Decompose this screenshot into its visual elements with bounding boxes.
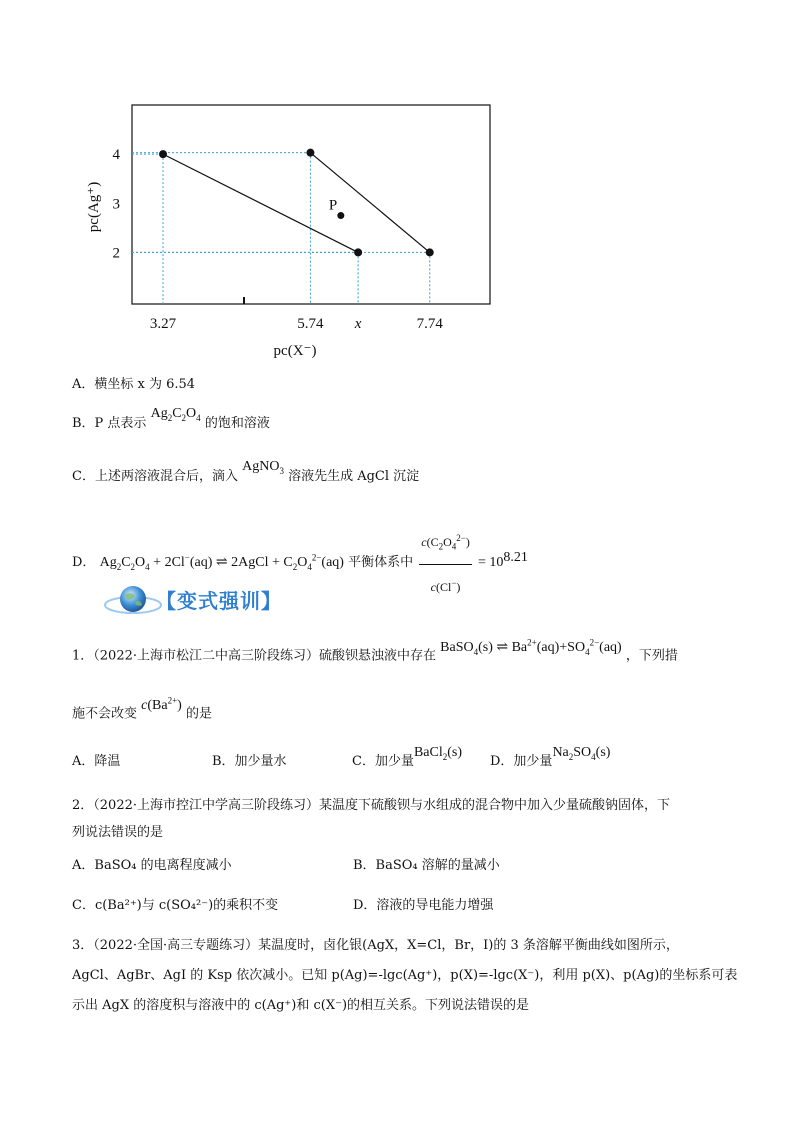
q3-stem-line-2: AgCl、AgBr、AgI 的 Ksp 依次减小。已知 p(Ag)=-lgc(Ag⁺)，p(X)=-lgc(X⁻)，利用 p(X)、p(Ag)的坐标系可表 bbox=[72, 968, 738, 983]
q1-option-d-label: D．加少量 bbox=[490, 754, 553, 769]
q2-option-c: C．c(Ba²⁺)与 c(SO₄²⁻)的乘积不变 bbox=[72, 898, 279, 913]
option-b-suffix: 的饱和溶液 bbox=[204, 416, 270, 431]
q1-option-a: A．降温 bbox=[72, 754, 121, 769]
q1-stem-2 bbox=[72, 695, 212, 725]
na2so4-formula: $Na_2SO_4(s)$ bbox=[552, 745, 611, 762]
x-axis-label: pc(X⁻) bbox=[273, 343, 317, 359]
option-c-suffix: 溶液先生成 AgCl 沉淀 bbox=[288, 469, 420, 484]
point-p-label: P bbox=[328, 197, 338, 214]
baso4-equilibrium: BaSO$_4$(s) ⇌ $Ba^{2+}(aq)+SO_4^{2-}(aq)$ bbox=[440, 637, 622, 657]
data-point-0-1 bbox=[354, 248, 362, 256]
option-a: A．横坐标 x 为 6.54 bbox=[72, 377, 196, 392]
q1-stem bbox=[72, 637, 678, 670]
q2-stem-line-2: 列说法错误的是 bbox=[72, 825, 164, 840]
concentration-ratio: $\frac{c(C_2O_4^{2-})}{c(Cl^-)}$ bbox=[419, 520, 472, 605]
y-tick-label-1: 3 bbox=[112, 196, 120, 213]
agno3-formula: AgNO$_3$ bbox=[242, 459, 284, 476]
x-tick-label-2: x bbox=[354, 316, 362, 332]
q1-stem-suffix: ，下列措 bbox=[625, 648, 678, 664]
option-c-prefix: C．上述两溶液混合后，滴入 bbox=[72, 469, 238, 484]
q2-stem-line-1: 2．（2022·上海市控江中学高三阶段练习）某温度下硫酸钡与水组成的混合物中加入少量硫酸钠固体，下 bbox=[72, 798, 670, 813]
y-tick-label-0: 4 bbox=[112, 147, 120, 164]
q2-option-d: D．溶液的导电能力增强 bbox=[353, 898, 494, 913]
y-tick-label-2: 2 bbox=[112, 245, 120, 262]
x-tick-label-0: 3.27 bbox=[149, 316, 177, 332]
option-d-middle: 平衡体系中 bbox=[348, 555, 414, 571]
option-b-prefix: B．P 点表示 bbox=[72, 416, 147, 431]
data-point-1-1 bbox=[426, 248, 434, 256]
y-axis-label: pc(Ag⁺) bbox=[86, 181, 102, 233]
q1-option-c bbox=[352, 745, 463, 776]
q3-stem-line-3: 示出 AgX 的溶度积与溶液中的 c(Ag⁺)和 c(X⁻)的相互关系。下列说法错误的是 bbox=[72, 998, 530, 1013]
q1-stem2-prefix: 施不会改变 bbox=[72, 706, 138, 722]
q1-option-b: B．加少量水 bbox=[212, 754, 287, 769]
q2-option-a: A．BaSO₄ 的电离程度减小 bbox=[72, 858, 232, 873]
ba-concentration: $c(Ba^{2+})$ bbox=[141, 695, 182, 713]
ratio-exponent: 8.21 bbox=[503, 549, 528, 565]
globe-icon bbox=[103, 583, 163, 617]
bacl2-formula: BaCl$_2$(s) bbox=[413, 745, 463, 762]
q3-stem-line-1: 3．（2022·全国·高三专题练习）某温度时，卤化银(AgX，X=Cl，Br，I)的 3 条溶解平衡曲线如图所示， bbox=[72, 938, 679, 953]
x-tick-label-3: 7.74 bbox=[416, 316, 443, 332]
q1-stem2-suffix: 的是 bbox=[185, 706, 212, 722]
q1-stem-prefix: 1．（2022·上海市松江二中高三阶段练习）硫酸钡悬浊液中存在 bbox=[72, 648, 436, 664]
q1-option-d bbox=[490, 745, 611, 776]
q1-option-c-label: C．加少量 bbox=[352, 754, 414, 769]
option-d-prefix: D． bbox=[72, 555, 96, 571]
ratio-value: = 10 bbox=[477, 555, 504, 571]
solubility-chart bbox=[80, 95, 520, 365]
point-p bbox=[337, 212, 344, 219]
section-banner bbox=[103, 583, 303, 617]
option-b bbox=[72, 406, 270, 438]
equilibrium-equation: $Ag_2C_2O_4 + 2Cl^-(aq)$ ⇌ 2AgCl + $C_2O_4^{2-}(aq)$ bbox=[99, 552, 344, 572]
ag2c2o4-formula: $Ag_2C_2O_4$ bbox=[150, 406, 201, 423]
x-tick-label-1: 5.74 bbox=[297, 316, 324, 332]
option-c bbox=[72, 459, 420, 491]
data-point-1-0 bbox=[306, 149, 314, 157]
section-title: 【变式强训】 bbox=[156, 589, 282, 613]
plot-frame bbox=[132, 105, 490, 304]
q2-option-b: B．BaSO₄ 溶解的量减小 bbox=[353, 858, 500, 873]
data-point-0-0 bbox=[159, 150, 167, 158]
